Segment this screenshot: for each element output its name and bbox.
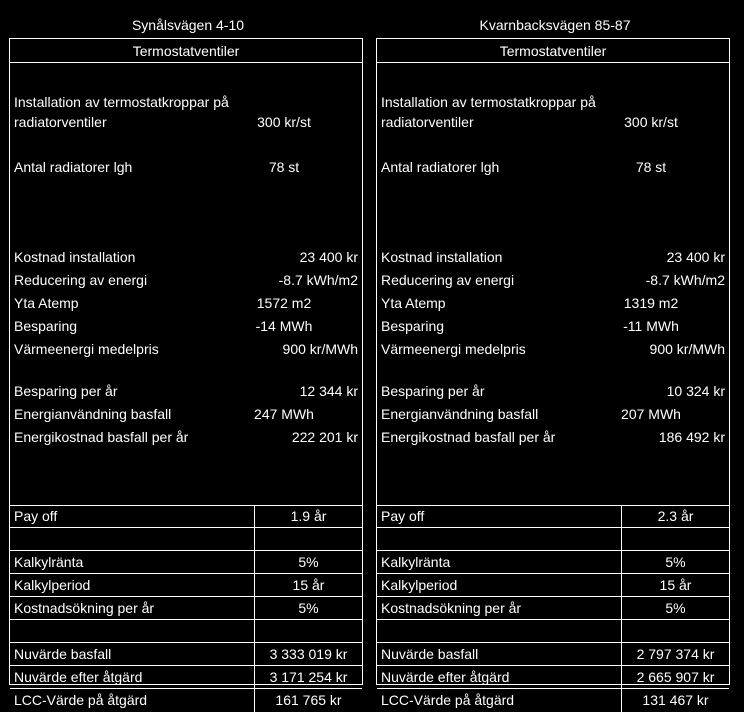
row-value: 186 492 kr xyxy=(658,429,725,445)
cell-value: 2 665 907 kr xyxy=(621,666,729,688)
cell-value: 15 år xyxy=(621,574,729,596)
table-row xyxy=(10,574,362,597)
cell-value: 2 797 374 kr xyxy=(621,643,729,665)
cell-value: 5% xyxy=(254,551,362,573)
row-label: Värmeenergi medelpris xyxy=(14,341,159,357)
cell-label: Kalkylperiod xyxy=(14,577,91,593)
row-label: Energianvändning basfall xyxy=(381,406,539,422)
right-title: Kvarnbacksvägen 85-87 xyxy=(479,17,631,33)
cell-label: LCC-Värde på åtgärd xyxy=(381,692,515,708)
table-row xyxy=(10,597,362,620)
left-header: Termostatventiler xyxy=(10,39,362,63)
cell-label: Pay off xyxy=(381,508,425,524)
row-value: 1319 m2 xyxy=(623,295,679,311)
table-row xyxy=(377,643,729,666)
left-inputs xyxy=(10,63,362,506)
table-row xyxy=(10,528,362,551)
row-label: Besparing xyxy=(381,318,445,334)
install-label-1: Installation av termostatkroppar på xyxy=(14,94,229,110)
install-label-2: radiatorventiler xyxy=(14,114,107,130)
cell-value: 15 år xyxy=(254,574,362,596)
cell-value: 131 467 kr xyxy=(621,689,729,712)
right-panel xyxy=(376,38,730,708)
left-results-table xyxy=(10,505,362,708)
table-row xyxy=(10,551,362,574)
right-header: Termostatventiler xyxy=(377,39,729,63)
row-label: Energianvändning basfall xyxy=(14,406,172,422)
cell-value: 5% xyxy=(621,551,729,573)
table-row xyxy=(377,551,729,574)
row-value: 900 kr/MWh xyxy=(649,341,725,357)
row-label: Reducering av energi xyxy=(14,272,148,288)
cell-label: Kalkylperiod xyxy=(381,577,458,593)
cell-value xyxy=(621,528,729,550)
table-row xyxy=(377,689,729,712)
cell-label: Kalkylränta xyxy=(381,554,451,570)
row-value: -8.7 kWh/m2 xyxy=(278,272,358,288)
radiators-label: Antal radiatorer lgh xyxy=(14,159,133,175)
table-row xyxy=(10,689,362,712)
row-value: 247 MWh xyxy=(254,406,314,422)
row-value: 207 MWh xyxy=(621,406,681,422)
table-row xyxy=(10,505,362,528)
cell-value: 1.9 år xyxy=(254,505,362,527)
cell-label: Nuvärde basfall xyxy=(14,646,112,662)
table-row xyxy=(10,620,362,643)
table-row xyxy=(377,528,729,551)
cell-value: 5% xyxy=(254,597,362,619)
row-label: Värmeenergi medelpris xyxy=(381,341,526,357)
cell-label: Pay off xyxy=(14,508,58,524)
row-label: Kostnad installation xyxy=(14,249,136,265)
row-value: 900 kr/MWh xyxy=(282,341,358,357)
cell-label: Nuvärde efter åtgärd xyxy=(381,669,510,685)
row-value: -11 MWh xyxy=(623,318,679,334)
table-row xyxy=(377,597,729,620)
cell-value: 3 171 254 kr xyxy=(254,666,362,688)
table-row xyxy=(10,643,362,666)
right-results-table xyxy=(377,505,729,708)
right-inputs xyxy=(377,63,729,506)
radiators-label: Antal radiatorer lgh xyxy=(381,159,500,175)
row-value: -14 MWh xyxy=(255,318,313,334)
row-value: 222 201 kr xyxy=(291,429,358,445)
left-title: Synålsvägen 4-10 xyxy=(131,17,245,33)
cell-label: Kalkylränta xyxy=(14,554,84,570)
cell-label: Kostnadsökning per år xyxy=(14,600,155,616)
row-value: 23 400 kr xyxy=(666,249,725,265)
row-value: 12 344 kr xyxy=(299,383,358,399)
row-label: Energikostnad basfall per år xyxy=(381,429,556,445)
install-value: 300 kr/st xyxy=(257,114,311,130)
cell-value: 3 333 019 kr xyxy=(254,643,362,665)
cell-label: Nuvärde efter åtgärd xyxy=(14,669,143,685)
row-label: Kostnad installation xyxy=(381,249,503,265)
table-row xyxy=(10,666,362,689)
table-row xyxy=(377,505,729,528)
install-label-1: Installation av termostatkroppar på xyxy=(381,94,596,110)
row-label: Yta Atemp xyxy=(14,295,79,311)
table-row xyxy=(377,574,729,597)
table-row xyxy=(377,666,729,689)
row-label: Besparing xyxy=(14,318,78,334)
cell-label: Kostnadsökning per år xyxy=(381,600,522,616)
cell-value: 5% xyxy=(621,597,729,619)
row-label: Yta Atemp xyxy=(381,295,446,311)
row-value: 1572 m2 xyxy=(256,295,312,311)
cell-value xyxy=(254,620,362,642)
row-label: Besparing per år xyxy=(14,383,118,399)
row-value: 10 324 kr xyxy=(666,383,725,399)
cell-value xyxy=(621,620,729,642)
cell-value: 2.3 år xyxy=(621,505,729,527)
row-label: Energikostnad basfall per år xyxy=(14,429,189,445)
cell-label: Nuvärde basfall xyxy=(381,646,479,662)
row-value: -8.7 kWh/m2 xyxy=(645,272,725,288)
cell-label: LCC-Värde på åtgärd xyxy=(14,692,148,708)
left-panel xyxy=(9,38,363,708)
row-label: Reducering av energi xyxy=(381,272,515,288)
row-value: 23 400 kr xyxy=(299,249,358,265)
radiators-value: 78 st xyxy=(268,159,300,175)
radiators-value: 78 st xyxy=(635,159,667,175)
row-label: Besparing per år xyxy=(381,383,485,399)
cell-value xyxy=(254,528,362,550)
install-value: 300 kr/st xyxy=(624,114,678,130)
cell-value: 161 765 kr xyxy=(254,689,362,712)
install-label-2: radiatorventiler xyxy=(381,114,474,130)
table-row xyxy=(377,620,729,643)
